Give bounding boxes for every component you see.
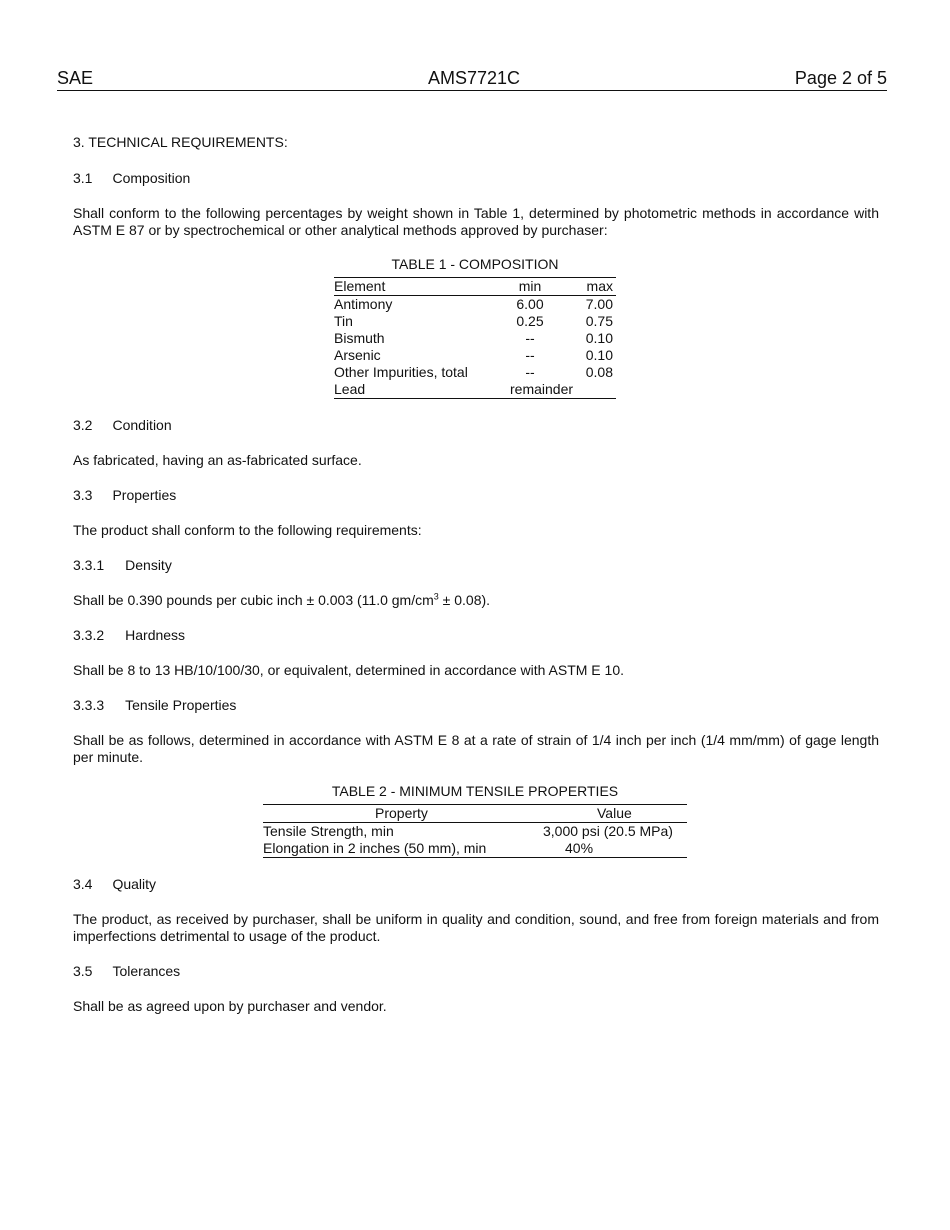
column-header: Property — [375, 805, 428, 821]
table-cell: -- — [525, 330, 535, 346]
density-text: Shall be 0.390 pounds per cubic inch ± 0.003 (11.0 gm/cm — [73, 592, 434, 608]
section-3-5-heading — [73, 963, 180, 980]
table-cell: 0.10 — [585, 347, 613, 363]
table-cell: Tin — [334, 313, 353, 329]
table-cell: Antimony — [334, 296, 393, 312]
table-cell: Other Impurities, total — [334, 364, 468, 380]
table-cell: 3,000 psi (20.5 MPa) — [543, 823, 673, 839]
section-3-4-heading — [73, 876, 156, 893]
section-number: 3.3.2 — [73, 627, 105, 643]
section-number: 3.1 — [73, 170, 93, 186]
section-3-2-heading — [73, 417, 172, 434]
table-cell: 0.25 — [516, 313, 544, 329]
table-cell: Tensile Strength, min — [263, 823, 394, 839]
section-title: Quality — [112, 876, 157, 892]
table-cell: -- — [525, 347, 535, 363]
table-cell: Elongation in 2 inches (50 mm), min — [263, 840, 487, 856]
table-cell: 0.75 — [585, 313, 613, 329]
superscript: 3 — [433, 591, 439, 602]
table-row — [334, 330, 616, 347]
table-cell: 0.08 — [585, 364, 613, 380]
table-cell: Lead — [334, 381, 366, 397]
table-header-row — [263, 805, 687, 823]
column-header: Element — [334, 278, 386, 294]
table-cell: -- — [525, 364, 535, 380]
section-title: Hardness — [125, 627, 186, 643]
section-3-3-3-heading — [73, 697, 236, 714]
section-3-3-1-text — [73, 592, 879, 609]
composition-table — [334, 277, 616, 399]
section-3-3-text: The product shall conform to the following requirements: — [73, 522, 422, 538]
section-3-1-text: Shall conform to the following percentages by weight shown in Table 1, determined by photometric methods in accordance with ASTM E 87 or by spectrochemical or other analytical methods approved by purchaser: — [73, 205, 879, 238]
header-doc-number: AMS7721C — [428, 68, 521, 88]
section-3-1-heading — [73, 170, 190, 187]
table-cell: Arsenic — [334, 347, 381, 363]
table-cell: 7.00 — [585, 296, 613, 312]
section-3-3-3-text: Shall be as follows, determined in accordance with ASTM E 8 at a rate of strain of 1/4 inch per inch (1/4 mm/mm) of gage length per minute. — [73, 732, 879, 765]
section-title: Properties — [112, 487, 177, 503]
column-header: min — [518, 278, 542, 294]
table-row — [334, 364, 616, 381]
section-number: 3.2 — [73, 417, 93, 433]
table-cell: 6.00 — [516, 296, 544, 312]
table-row — [334, 381, 616, 398]
tensile-properties-table — [263, 804, 687, 858]
section-3-3-2-heading — [73, 627, 185, 644]
table-1-caption: TABLE 1 - COMPOSITION — [391, 256, 559, 272]
table-2-caption: TABLE 2 - MINIMUM TENSILE PROPERTIES — [331, 783, 619, 799]
section-number: 3.3 — [73, 487, 93, 503]
section-title: Tolerances — [112, 963, 181, 979]
table-row — [263, 823, 687, 840]
header-org: SAE — [57, 68, 94, 88]
table-cell: remainder — [510, 381, 574, 397]
section-3-3-1-heading — [73, 557, 172, 574]
section-title: Condition — [112, 417, 172, 433]
table-row — [334, 347, 616, 364]
table-row — [263, 840, 687, 857]
table-cell: 0.10 — [585, 330, 613, 346]
section-number: 3.3.1 — [73, 557, 105, 573]
section-title: Density — [125, 557, 172, 573]
table-header-row — [334, 278, 616, 296]
section-3-3-heading — [73, 487, 176, 504]
section-3-3-2-text: Shall be 8 to 13 HB/10/100/30, or equivalent, determined in accordance with ASTM E 10. — [73, 662, 624, 678]
section-number: 3.3.3 — [73, 697, 105, 713]
section-number: 3.4 — [73, 876, 93, 892]
density-text-end: ± 0.08). — [438, 592, 491, 608]
column-header: max — [586, 278, 613, 294]
column-header: Value — [597, 805, 632, 821]
page-header — [57, 66, 887, 91]
section-3-5-text: Shall be as agreed upon by purchaser and vendor. — [73, 998, 387, 1014]
table-cell: 40% — [565, 840, 594, 856]
table-row — [334, 313, 616, 330]
section-title: Tensile Properties — [125, 697, 237, 713]
section-3-2-text: As fabricated, having an as-fabricated surface. — [73, 452, 362, 468]
table-row — [334, 296, 616, 313]
section-title: Composition — [112, 170, 191, 186]
section-3-heading: 3. TECHNICAL REQUIREMENTS: — [73, 134, 288, 150]
table-cell: Bismuth — [334, 330, 385, 346]
section-3-4-text: The product, as received by purchaser, shall be uniform in quality and condition, sound, and free from foreign materials and from imperfections detrimental to usage of the product. — [73, 911, 879, 944]
section-number: 3.5 — [73, 963, 93, 979]
header-page-number: Page 2 of 5 — [794, 68, 887, 88]
